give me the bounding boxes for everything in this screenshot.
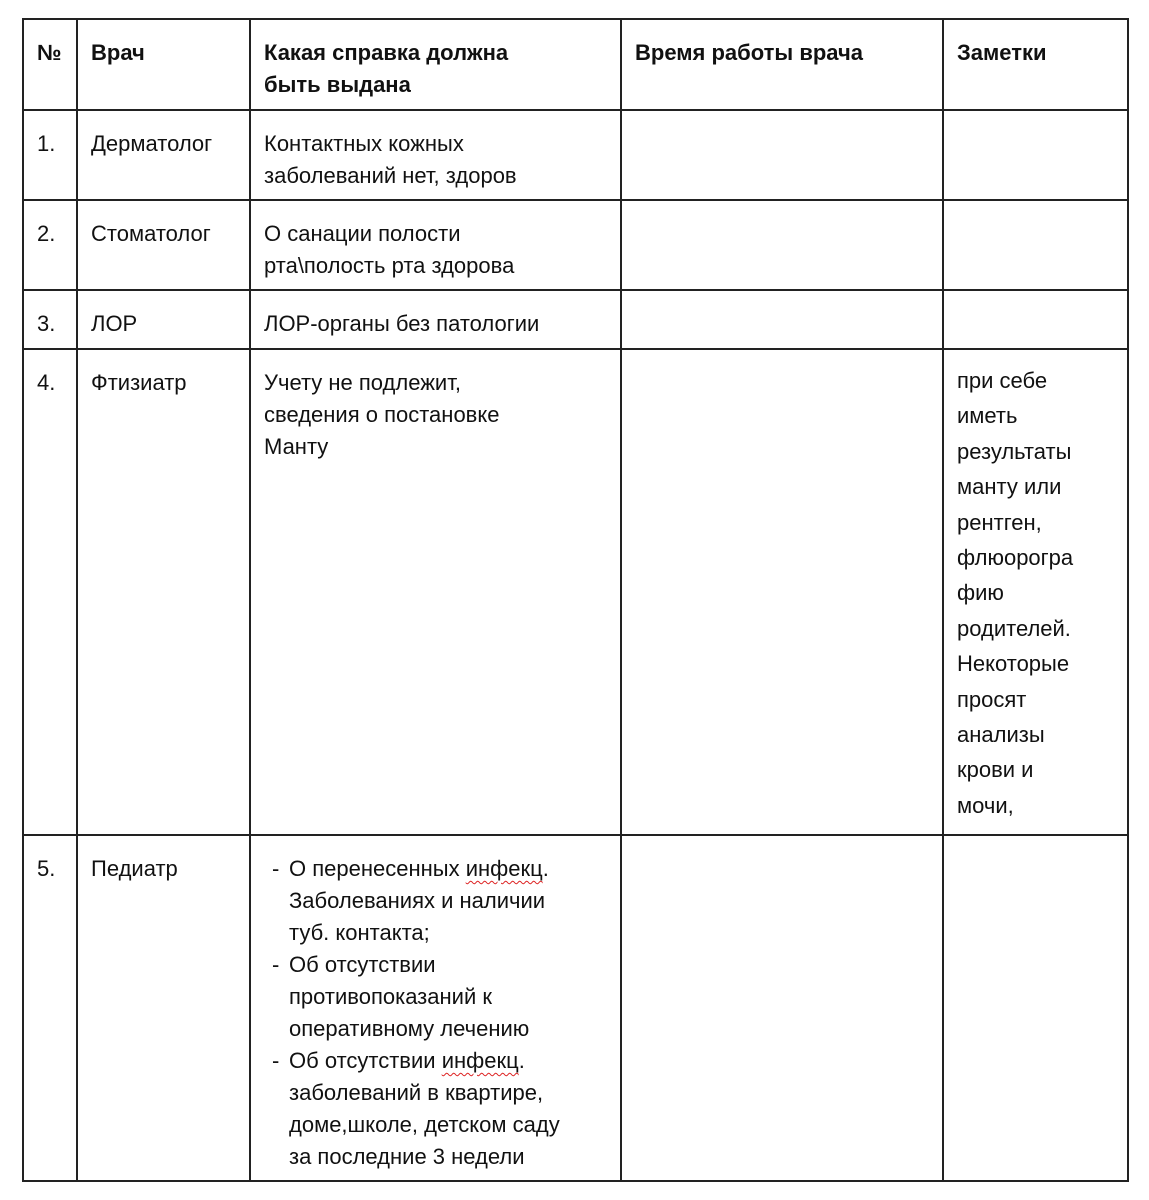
certificate-line: Учету не подлежит, — [264, 370, 461, 395]
certificate-list-item — [264, 1045, 608, 1173]
doctors-table — [22, 18, 1129, 1182]
row-certificate — [250, 835, 621, 1181]
table-row — [23, 290, 1128, 349]
certificate-line: ЛОР-органы без патологии — [264, 311, 540, 336]
dash-bullet: - — [272, 1048, 280, 1073]
row-certificate — [250, 200, 621, 290]
spellcheck-underline: инфекц — [465, 856, 543, 881]
certificate-line: Манту — [264, 434, 329, 459]
certificate-line: сведения о постановке — [264, 402, 500, 427]
table-row — [23, 349, 1128, 835]
notes-line: флюорогра — [957, 545, 1074, 571]
row-notes — [943, 835, 1128, 1181]
dash-bullet: - — [272, 856, 280, 881]
header-row — [23, 19, 1128, 110]
certificate-line: доме,школе, детском саду — [289, 1112, 560, 1137]
notes-line: анализы — [957, 722, 1045, 748]
certificate-line: заболеваний в квартире, — [289, 1080, 544, 1105]
table-row — [23, 835, 1128, 1181]
row-doctor: ЛОР — [77, 290, 250, 349]
dash-bullet: - — [272, 952, 280, 977]
row-notes — [943, 290, 1128, 349]
certificate-line: Контактных кожных — [264, 131, 464, 156]
certificate-line: Об отсутствии — [289, 952, 436, 977]
certificate-line: рта\полость рта здорова — [264, 253, 515, 278]
notes-line: просят — [957, 686, 1027, 712]
certificate-line: О санации полости — [264, 221, 461, 246]
row-num: 4. — [23, 349, 77, 835]
row-num: 3. — [23, 290, 77, 349]
row-doctor: Стоматолог — [77, 200, 250, 290]
notes-line: при себе — [957, 368, 1048, 393]
spellcheck-underline: инфекц — [441, 1048, 519, 1073]
header-num: № — [23, 19, 77, 110]
row-hours — [621, 835, 943, 1181]
row-certificate — [250, 349, 621, 835]
notes-line: иметь — [957, 403, 1018, 429]
notes-line: результаты — [957, 438, 1072, 464]
row-doctor: Фтизиатр — [77, 349, 250, 835]
certificate-line: за последние 3 недели — [289, 1144, 525, 1169]
table-row — [23, 110, 1128, 200]
header-certificate — [250, 19, 621, 110]
certificate-line: Заболеваниях и наличии — [289, 888, 546, 913]
row-notes — [943, 349, 1128, 835]
row-doctor: Педиатр — [77, 835, 250, 1181]
header-certificate-line: быть выдана — [264, 72, 411, 97]
header-certificate-line: Какая справка должна — [264, 40, 509, 65]
notes-line: манту или — [957, 474, 1062, 500]
certificate-list-item — [264, 853, 608, 949]
certificate-line: оперативному лечению — [289, 1016, 530, 1041]
row-notes — [943, 110, 1128, 200]
table-row — [23, 200, 1128, 290]
row-num: 5. — [23, 835, 77, 1181]
certificate-line: О перенесенных инфекц. — [289, 856, 549, 881]
certificate-line: противопоказаний к — [289, 984, 492, 1009]
certificate-list-item — [264, 949, 608, 1045]
notes-line: крови и — [957, 757, 1034, 783]
row-doctor: Дерматолог — [77, 110, 250, 200]
row-hours — [621, 349, 943, 835]
notes-line: родителей. — [957, 615, 1071, 641]
row-hours — [621, 290, 943, 349]
notes-line: рентген, — [957, 509, 1042, 535]
row-certificate — [250, 290, 621, 349]
notes-line: фию — [957, 580, 1004, 606]
certificate-line: заболеваний нет, здоров — [264, 163, 517, 188]
row-certificate — [250, 110, 621, 200]
header-hours: Время работы врача — [621, 19, 943, 110]
row-hours — [621, 200, 943, 290]
notes-line: мочи, — [957, 792, 1014, 818]
notes-line: Некоторые — [957, 651, 1070, 677]
row-num: 2. — [23, 200, 77, 290]
row-notes — [943, 200, 1128, 290]
row-num: 1. — [23, 110, 77, 200]
row-hours — [621, 110, 943, 200]
certificate-line: туб. контакта; — [289, 920, 430, 945]
header-notes: Заметки — [943, 19, 1128, 110]
header-doctor: Врач — [77, 19, 250, 110]
certificate-line: Об отсутствии инфекц. — [289, 1048, 525, 1073]
